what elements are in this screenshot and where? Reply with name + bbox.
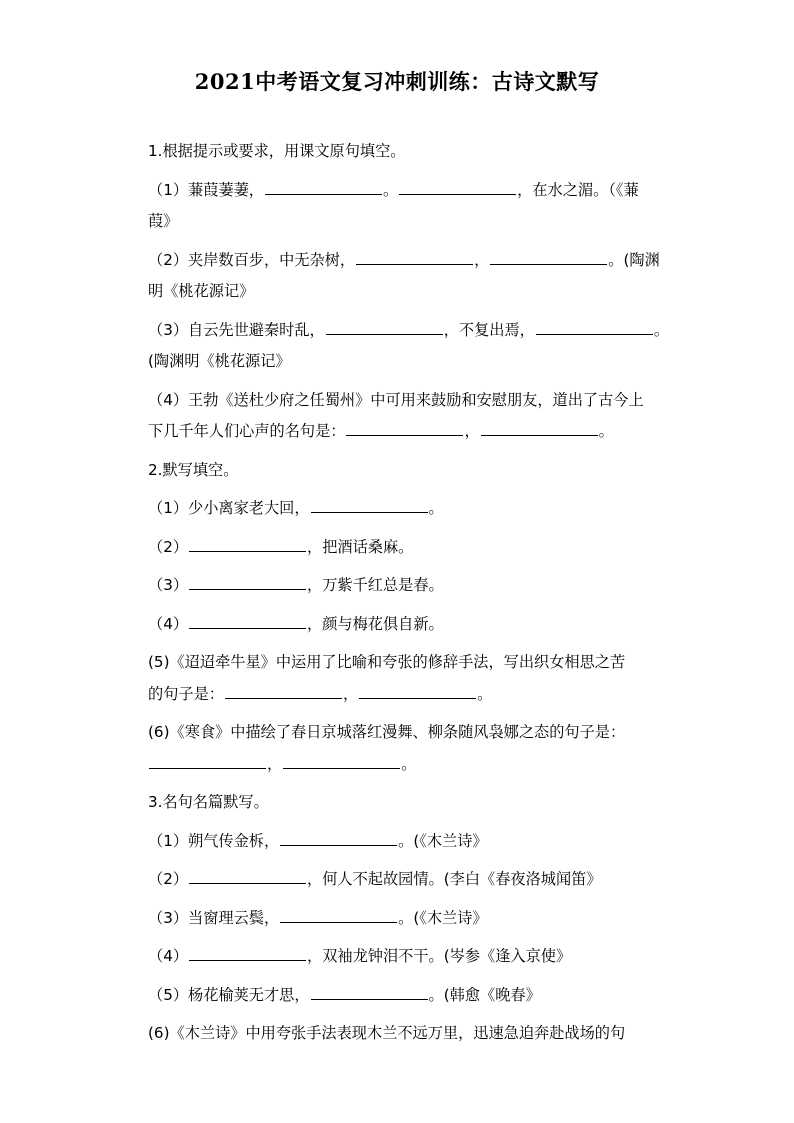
line-text: （3）当窗理云鬓，: [148, 908, 280, 927]
line-text: ，颜与梅花俱自新。: [307, 614, 444, 633]
question-content: [148, 136, 668, 1050]
text-line: [148, 941, 668, 973]
answer-blank[interactable]: [399, 178, 516, 195]
text-line: [148, 903, 668, 935]
line-text: 的句子是：: [148, 684, 224, 703]
text-line: [148, 493, 668, 525]
text-line: [148, 532, 668, 564]
page-title: 2021中考语文复习冲刺训练：古诗文默写: [194, 69, 600, 94]
line-text: （1）蒹葭萋萋，: [148, 180, 264, 199]
line-text: ，把酒话桑麻。: [307, 537, 414, 556]
text-line: [148, 136, 668, 168]
text-line: [148, 455, 668, 487]
text-line: [148, 609, 668, 641]
line-text: 下几千年人们心声的名句是：: [148, 422, 346, 440]
text-line: [148, 416, 668, 448]
line-text: （3）自云先世避秦时乱，: [148, 320, 325, 339]
answer-blank[interactable]: [280, 829, 397, 846]
line-text: 2.默写填空。: [148, 460, 239, 479]
answer-blank[interactable]: [481, 419, 598, 436]
line-text: ，不复出焉，: [443, 320, 535, 339]
text-line: [148, 276, 668, 308]
line-text: （2）: [148, 870, 189, 888]
line-text: （5）杨花榆荚无才思，: [148, 985, 310, 1004]
line-text: 明《桃花源记》: [148, 282, 255, 300]
answer-blank[interactable]: [490, 248, 607, 265]
text-line: [148, 647, 668, 679]
line-text: 。: [382, 180, 399, 199]
answer-blank[interactable]: [346, 419, 463, 436]
line-text: 。(《木兰诗》: [398, 908, 488, 927]
line-text: 。: [477, 684, 493, 703]
text-line: [148, 315, 668, 347]
line-text: （1）朔气传金柝，: [148, 831, 280, 850]
answer-blank[interactable]: [149, 752, 266, 769]
text-line: [148, 787, 668, 819]
text-line: [148, 717, 668, 749]
line-text: ，: [474, 250, 490, 269]
line-text: 。: [401, 754, 417, 773]
line-text: （4）王勃《送杜少府之任蜀州》中可用来鼓励和安慰朋友，道出了古今上: [148, 390, 644, 409]
line-text: 。: [653, 320, 670, 339]
answer-blank[interactable]: [536, 318, 653, 335]
text-line: [148, 206, 668, 238]
line-text: 葭》: [148, 212, 179, 230]
text-line: [148, 570, 668, 602]
answer-blank[interactable]: [189, 535, 306, 552]
line-text: (5)《迢迢牵牛星》中运用了比喻和夸张的修辞手法，写出织女相思之苦: [148, 653, 626, 671]
answer-blank[interactable]: [189, 612, 306, 629]
line-text: ，双袖龙钟泪不干。(岑参《逢入京使》: [307, 947, 572, 965]
line-text: ，: [267, 754, 283, 773]
answer-blank[interactable]: [189, 573, 306, 590]
line-text: （2）: [148, 537, 189, 556]
text-line: [148, 385, 668, 417]
text-line: [148, 864, 668, 896]
answer-blank[interactable]: [326, 318, 443, 335]
answer-blank[interactable]: [265, 178, 382, 195]
line-text: 。: [598, 422, 614, 440]
answer-blank[interactable]: [283, 752, 400, 769]
line-text: (6)《寒食》中描绘了春日京城落红漫舞、柳条随风袅娜之态的句子是：: [148, 723, 626, 741]
line-text: ，: [342, 684, 359, 703]
answer-blank[interactable]: [311, 983, 428, 1000]
line-text: (6)《木兰诗》中用夸张手法表现木兰不远万里，迅速急迫奔赴战场的句: [148, 1024, 626, 1042]
answer-blank[interactable]: [280, 906, 397, 923]
text-line: [148, 749, 668, 781]
line-text: （3）: [148, 576, 189, 594]
answer-blank[interactable]: [189, 944, 306, 961]
line-text: ，万紫千红总是春。: [307, 576, 444, 594]
line-text: 。: [428, 499, 444, 517]
line-text: 3.名句名篇默写。: [148, 793, 269, 811]
text-line: [148, 346, 668, 378]
line-text: 。(《木兰诗》: [398, 831, 488, 850]
text-line: [148, 980, 668, 1012]
answer-blank[interactable]: [359, 682, 476, 699]
text-line: [148, 1018, 668, 1050]
text-line: [148, 245, 668, 277]
line-text: （4）: [148, 614, 189, 633]
line-text: ，在水之湄。（《蒹: [517, 180, 639, 199]
line-text: （2）夹岸数百步，中无杂树，: [148, 250, 356, 269]
line-text: 。(韩愈《晚春》: [428, 985, 541, 1004]
line-text: ，: [464, 422, 480, 440]
line-text: (陶渊明《桃花源记》: [148, 352, 291, 370]
line-text: ，何人不起故园情。(李白《春夜洛城闻笛》: [307, 870, 602, 888]
text-line: [148, 826, 668, 858]
answer-blank[interactable]: [189, 867, 306, 884]
line-text: （4）: [148, 947, 189, 965]
text-line: [148, 175, 668, 207]
line-text: 1.根据提示或要求，用课文原句填空。: [148, 142, 406, 160]
answer-blank[interactable]: [311, 496, 428, 513]
answer-blank[interactable]: [225, 682, 342, 699]
text-line: [148, 679, 668, 711]
answer-blank[interactable]: [356, 248, 473, 265]
line-text: 。(陶渊: [608, 250, 660, 269]
line-text: （1）少小离家老大回，: [148, 499, 310, 517]
